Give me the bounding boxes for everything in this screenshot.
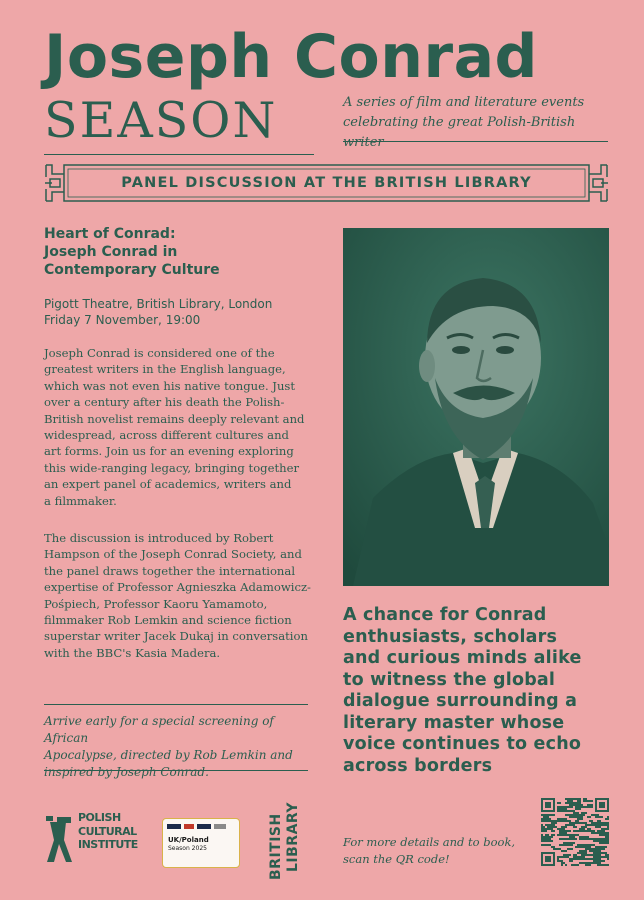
uk-poland-season-logo [162, 818, 240, 868]
title-season: SEASON [44, 92, 278, 149]
polish-cultural-institute-logo-icon [44, 814, 74, 866]
text-line: Arrive early for a special screening of African [44, 714, 274, 745]
wordmark-line: CULTURAL [78, 824, 137, 838]
season-label: Season 2025 [168, 845, 207, 852]
british-library-logo [268, 800, 316, 880]
portrait-photo [343, 228, 609, 586]
description-paragraph-1 [44, 345, 320, 509]
text-line: Hampson of the Joseph Conrad Society, and [44, 547, 302, 562]
booking-details [343, 834, 528, 868]
tagline-line: A series of film and literature events [343, 95, 585, 110]
screening-divider-bottom [44, 770, 308, 771]
text-line: widespread, across different cultures and [44, 428, 289, 443]
text-line: over a century after his death the Polish- [44, 395, 285, 410]
quote-line: to witness the global [343, 669, 556, 690]
event-venue [44, 296, 304, 328]
text-line: art forms. Join us for an evening exploring [44, 444, 294, 459]
venue-line: Pigott Theatre, British Library, London [44, 297, 273, 311]
uk-poland-label: UK/Poland [168, 836, 209, 844]
text-line: this wide-ranging legacy, bringing together [44, 460, 299, 475]
text-line: British novelist remains deeply relevant and [44, 411, 305, 426]
text-line: expertise of Professor Agnieszka Adamowicz- [44, 580, 311, 595]
text-line: greatest writers in the English language, [44, 362, 286, 377]
quote-line: enthusiasts, scholars [343, 626, 558, 647]
details-line: For more details and to book, [343, 835, 516, 849]
screening-divider-top [44, 704, 308, 705]
datetime-line: Friday 7 November, 19:00 [44, 313, 201, 327]
description-paragraph-2 [44, 530, 320, 661]
text-line: superstar writer Jacek Dukaj in conversation [44, 629, 308, 644]
text-line: the panel draws together the international [44, 563, 296, 578]
wordmark-line: POLISH [78, 811, 121, 824]
british-library-line: LIBRARY [285, 801, 301, 872]
event-title-line: Contemporary Culture [44, 262, 220, 278]
text-line: The discussion is introduced by Robert [44, 531, 274, 545]
quote-line: dialogue surrounding a [343, 691, 578, 711]
tagline [343, 93, 613, 153]
text-line: with the BBC's Kasia Madera. [44, 645, 221, 660]
qr-code-icon[interactable] [541, 798, 609, 866]
text-line: a filmmaker. [44, 493, 117, 508]
title-joseph-conrad: Joseph Conrad [44, 22, 538, 92]
quote-line: literary master whose [343, 712, 565, 733]
details-line: scan the QR code! [343, 852, 450, 866]
quote-line: and curious minds alike [343, 648, 582, 668]
tagline-line: celebrating the great Polish-British writer [343, 115, 576, 150]
banner-label: PANEL DISCUSSION AT THE BRITISH LIBRARY [121, 175, 532, 191]
partner-logos-strip [167, 823, 231, 833]
quote-line: across borders [343, 755, 493, 776]
title-divider [44, 154, 314, 155]
tagline-divider [343, 141, 608, 142]
text-line: inspired by Joseph Conrad. [44, 765, 209, 779]
event-title-line: Heart of Conrad: [44, 226, 176, 242]
quote-line: A chance for Conrad [343, 605, 547, 625]
event-title-line: Joseph Conrad in [44, 244, 178, 260]
text-line: an expert panel of academics, writers and [44, 477, 292, 492]
wordmark-line: INSTITUTE [78, 838, 138, 851]
polish-cultural-institute-wordmark [78, 811, 138, 852]
partner-logos-icon [167, 823, 231, 831]
event-title [44, 225, 304, 279]
text-line: Pośpiech, Professor Kaoru Yamamoto, [44, 596, 268, 611]
text-line: filmmaker Rob Lemkin and science fiction [44, 613, 292, 628]
quote-line: voice continues to echo [343, 734, 582, 754]
pull-quote [343, 605, 618, 777]
text-line: Joseph Conrad is considered one of the [44, 346, 275, 360]
text-line: which was not even his native tongue. Just [44, 378, 296, 393]
british-library-line: BRITISH [268, 813, 284, 880]
text-line: Apocalypse, directed by Rob Lemkin and [44, 748, 293, 762]
